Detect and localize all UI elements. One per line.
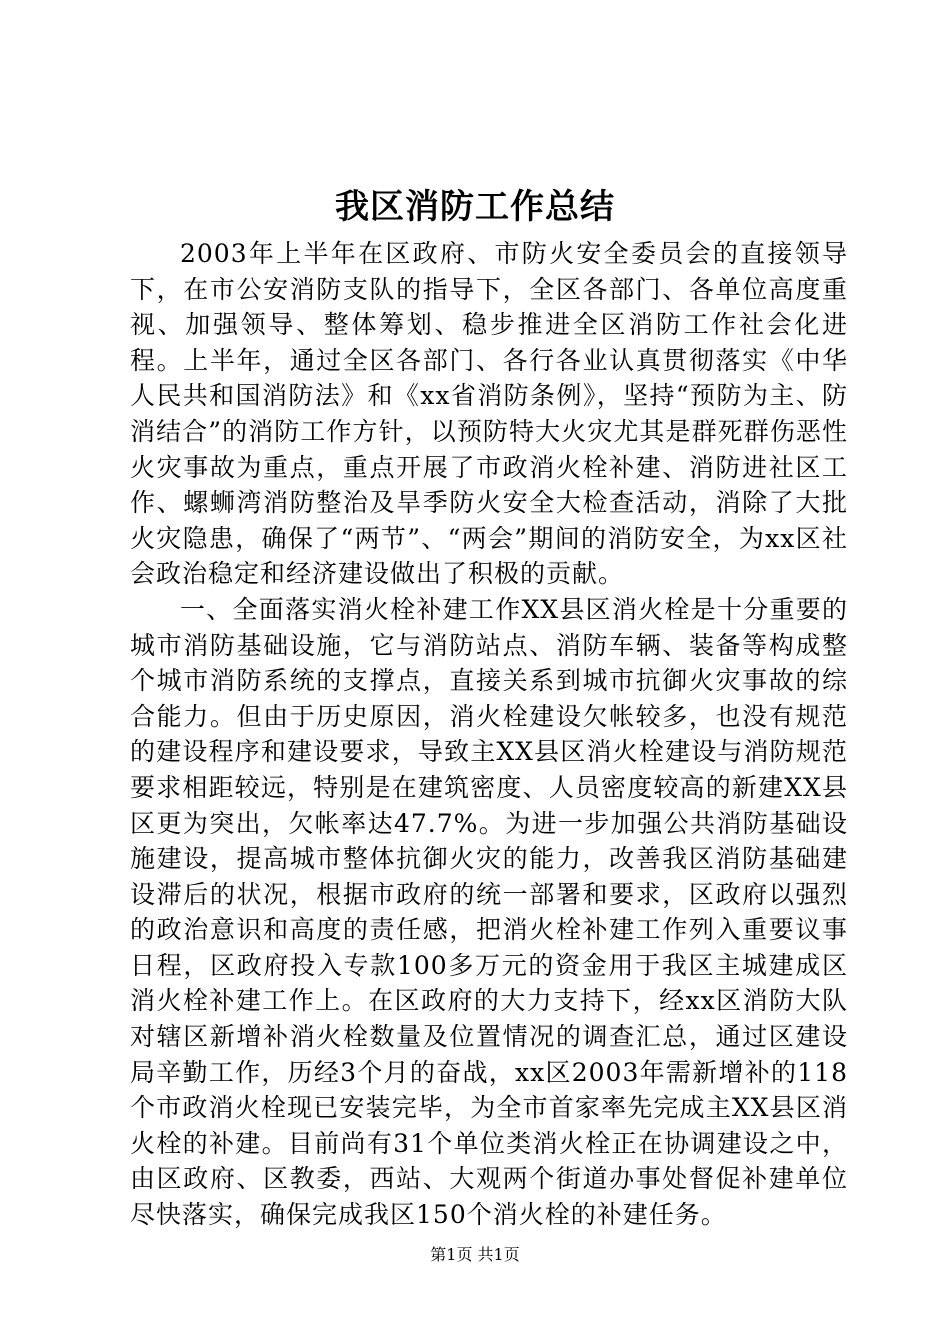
page-number-footer: 第1页 共1页 [430,1245,520,1264]
paragraph-intro: 2003年上半年在区政府、市防火安全委员会的直接领导下，在市公安消防支队的指导下，全区各部门、各单位高度重视、加强领导、整体筹划、稳步推进全区消防工作社会化进程。上半年，通过全区各部门、各行各业认真贯彻落实《中华人民共和国消防法》和《xx省消防条例》，坚持“预防为主、防消结合”的消防工作方针，以预防特大火灾尤其是群死群伤恶性火灾事故为重点，重点开展了市政消火栓补建、消防进社区工作、螺蛳湾消防整治及旱季防火安全大检查活动，消除了大批火灾隐患，确保了“两节”、“两会”期间的消防安全，为xx区社会政治稳定和经济建设做出了积极的贡献。 [130,239,848,589]
paragraph-section-one: 一、全面落实消火栓补建工作XX县区消火栓是十分重要的城市消防基础设施，它与消防站点、消防车辆、装备等构成整个城市消防系统的支撑点，直接关系到城市抗御火灾事故的综合能力。但由于历史原因，消火栓建设欠帐较多，也没有规范的建设程序和建设要求，导致主XX县区消火栓建设与消防规范要求相距较远，特别是在建筑密度、人员密度较高的新建XX县区更为突出，欠帐率达47.7%。为进一步加强公共消防基础设施建设，提高城市整体抗御火灾的能力，改善我区消防基础建设滞后的状况，根据市政府的统一部署和要求，区政府以强烈的政治意识和高度的责任感，把消火栓补建工作列入重要议事日程，区政府投入专款100多万元的资金用于我区主城建成区消火栓补建工作上。在区政府的大力支持下，经xx区消防大队对辖区新增补消火栓数量及位置情况的调查汇总，通过区建设局辛勤工作，历经3个月的奋战，xx区2003年需新增补的118个市政消火栓现已安装完毕，为全市首家率先完成主XX县区消火栓的补建。目前尚有31个单位类消火栓正在协调建设之中，由区政府、区教委，西站、大观两个街道办事处督促补建单位尽快落实，确保完成我区150个消火栓的补建任务。 [130,594,848,1230]
document-title: 我区消防工作总结 [335,187,615,227]
document-body [130,236,848,1233]
